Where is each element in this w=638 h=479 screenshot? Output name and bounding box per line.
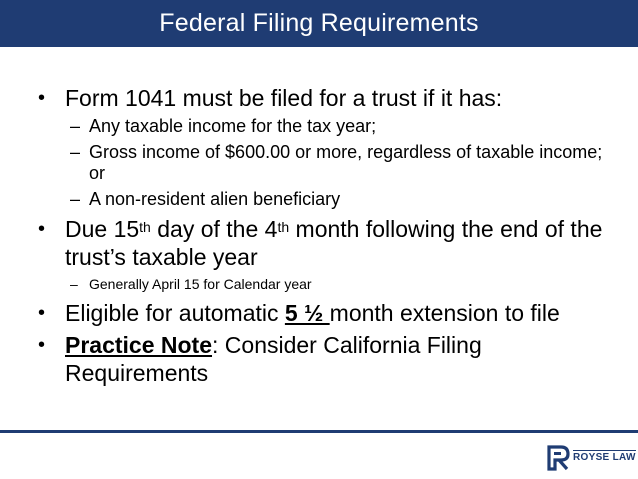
bullet-dot: • <box>38 334 46 356</box>
sub-bullet-text: Any taxable income for the tax year; <box>89 116 377 136</box>
sub-list-form-1041 <box>38 116 623 210</box>
practice-note-text: : Consider California Filing Requirements <box>65 332 482 386</box>
practice-note-label: Practice Note <box>65 332 213 358</box>
sub-bullet-taxable-income <box>38 116 623 137</box>
sub-list-due-date <box>38 275 623 293</box>
due-text-part3: month following the end of the trust’s taxable year <box>65 216 603 270</box>
ordinal-suffix: th <box>277 219 290 235</box>
sub-bullet-gross-income <box>38 142 623 184</box>
royse-law-logo <box>547 445 636 471</box>
due-text-part2: day of the 4 <box>150 216 278 242</box>
dash-marker: – <box>70 116 81 136</box>
bullet-form-1041 <box>38 84 623 112</box>
dash-marker: – <box>70 142 81 162</box>
bullet-dot: • <box>38 87 46 109</box>
logo-text: ROYSE LAW <box>573 451 636 463</box>
sub-bullet-text: Gross income of $600.00 or more, regardless of taxable income; or <box>89 142 603 183</box>
bullet-text: Form 1041 must be filed for a trust if it has: <box>65 85 503 111</box>
dash-marker: – <box>70 276 78 292</box>
sub-bullet-text: Generally April 15 for Calendar year <box>89 276 312 292</box>
ordinal-suffix: th <box>139 219 151 235</box>
royse-law-logo-icon <box>547 445 571 471</box>
bullet-practice-note <box>38 331 623 387</box>
extension-text-part1: Eligible for automatic <box>65 300 285 326</box>
due-text-part1: Due 15 <box>65 216 140 242</box>
slide-content <box>38 84 623 391</box>
title-bar <box>0 0 638 47</box>
bullet-dot: • <box>38 218 46 240</box>
bullet-extension <box>38 299 623 327</box>
dash-marker: – <box>70 189 81 209</box>
extension-text-part2: month extension to file <box>329 300 560 326</box>
sub-bullet-april-15 <box>38 275 623 293</box>
bullet-due-date <box>38 215 623 271</box>
footer-divider <box>0 430 638 433</box>
slide-title: Federal Filing Requirements <box>159 8 479 37</box>
extension-duration: 5 ½ <box>284 300 330 326</box>
bullet-dot: • <box>38 302 46 324</box>
sub-bullet-non-resident <box>38 189 623 210</box>
sub-bullet-text: A non-resident alien beneficiary <box>89 189 341 209</box>
